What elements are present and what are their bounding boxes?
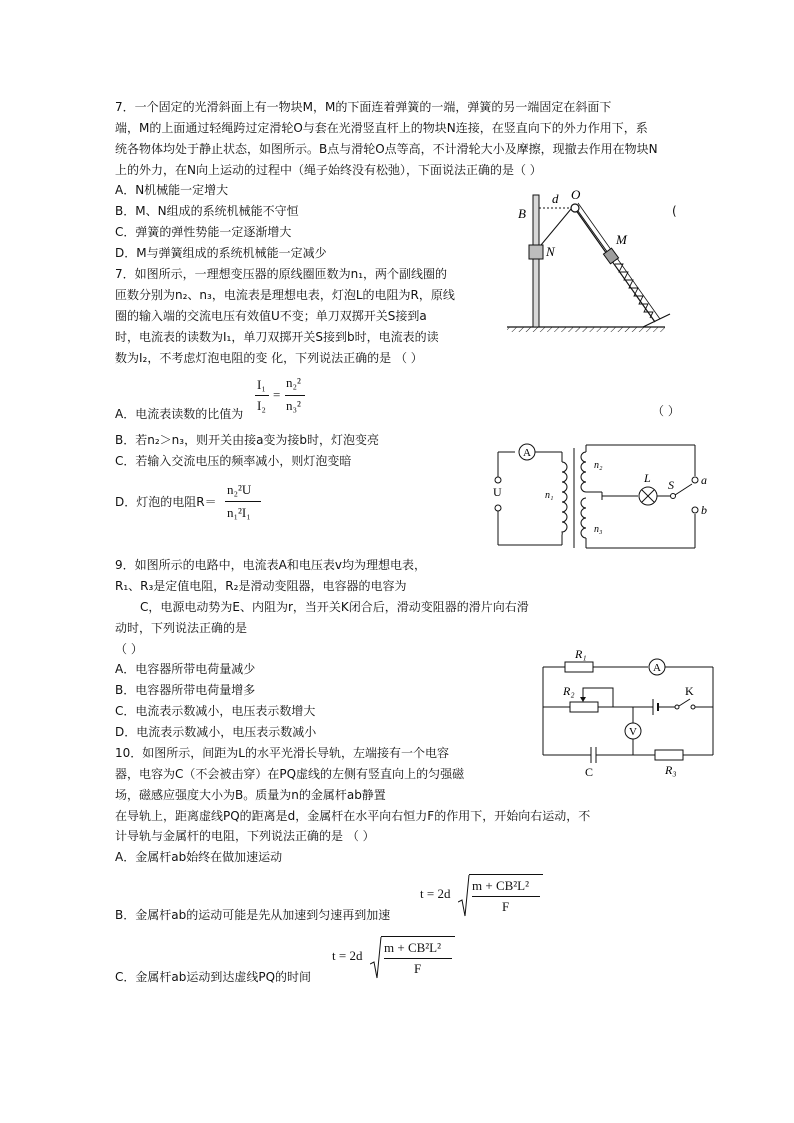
q7a-option-a: A．N机械能一定增大	[115, 183, 229, 197]
label-U: U	[493, 485, 502, 499]
q7a-option-c: C．弹簧的弹性势能一定逐渐增大	[115, 225, 292, 239]
q7b-resistance-formula	[225, 482, 265, 526]
q7b-stem-line-5: 数为I₂，不考虑灯泡电阻的变 化，下列说法正确的是 （ ）	[115, 351, 423, 365]
formula-i1: I₁	[257, 377, 266, 392]
formula-n2sq: n₂²	[286, 375, 301, 390]
label-C: C	[585, 765, 594, 779]
label-d: d	[552, 191, 559, 206]
q9-stem-line-2: R₁、R₃是定值电阻，R₂是滑动变阻器，电容器的电容为	[115, 579, 407, 593]
formula-i2: I₂	[257, 398, 266, 413]
label-R2: R₂	[563, 684, 575, 698]
q9-option-b: B．电容器所带电荷量增多	[115, 683, 256, 697]
q10-stem-line-2: 器，电容为C（不会被击穿）在PQ虚线的左侧有竖直向上的匀强磁	[115, 767, 465, 781]
q10-option-c: C．金属杆ab运动到达虚线PQ的时间	[115, 970, 312, 984]
ammeter-label: A	[523, 447, 531, 459]
q10-stem-line-3: 场，磁感应强度大小为B。质量为n的金属杆ab静置	[115, 788, 386, 802]
q7b-option-c: C．若输入交流电压的频率减小，则灯泡变暗	[115, 454, 352, 468]
label-R1: R₁	[575, 647, 587, 661]
q7a-stem-line-4: 上的外力，在N向上运动的过程中（绳子始终没有松弛），下面说法正确的是（ ）	[115, 163, 542, 177]
q9-stem-line-3: C，电源电动势为E、内阻为r，当开关K闭合后，滑动变阻器的滑片向右滑	[140, 600, 529, 614]
incline-pulley-figure	[505, 190, 680, 335]
formula-t-2d: t = 2d	[420, 886, 451, 901]
q9-stem-line-5: （ ）	[115, 642, 143, 656]
formula-denominator: F	[502, 899, 510, 914]
q7b-option-d: D．灯泡的电阻R＝	[115, 495, 217, 509]
label-K: K	[685, 684, 694, 698]
label-N: N	[546, 244, 555, 259]
ammeter-a-label: A	[653, 662, 661, 674]
formula-n1sq-i1: n₁²I₁	[227, 505, 251, 520]
q7b-option-b: B．若n₂＞n₃，则开关由接a变为接b时，灯泡变亮	[115, 433, 380, 447]
label-a: a	[701, 473, 707, 487]
label-M: M	[616, 232, 627, 247]
q10-stem-line-4: 在导轨上，距离虚线PQ的距离是d，金属杆在水平向右恒力F的作用下，开始向右运动，不	[115, 809, 591, 823]
q7b-stem-line-1: 7．如图所示，一理想变压器的原线圈匝数为n₁，两个副线圈的	[115, 267, 448, 281]
q10-option-b: B．金属杆ab的运动可能是先从加速到匀速再到加速	[115, 908, 391, 922]
label-O: O	[571, 190, 581, 202]
q7b-stem-line-3: 圈的输入端的交流电压有效值U不变；单刀双掷开关S接到a	[115, 309, 427, 323]
q10-stem-line-1: 10．如图所示，间距为L的水平光滑长导轨，左端接有一个电容	[115, 746, 449, 760]
q9-stem-line-1: 9．如图所示的电路中，电流表A和电压表v均为理想电表，	[115, 558, 426, 572]
q7b-side-mark: （ ）	[652, 404, 680, 418]
q9-option-d: D．电流表示数减小，电压表示数减小	[115, 725, 317, 739]
formula-n3sq: n₃²	[286, 398, 301, 413]
q7a-stem-line-3: 统各物体均处于静止状态，如图所示。B点与滑轮O点等高，不计滑轮大小及摩擦，现撤去作用在物块N	[115, 142, 658, 156]
q7a-option-b: B．M、N组成的系统机械能不守恒	[115, 204, 299, 218]
label-R3: R₃	[665, 763, 677, 777]
q10-option-a: A．金属杆ab始终在做加速运动	[115, 850, 283, 864]
q7a-side-mark: (	[672, 204, 677, 218]
transformer-circuit-figure	[490, 440, 715, 555]
q7b-option-a: A．电流表读数的比值为	[115, 407, 244, 421]
label-B: B	[518, 206, 526, 221]
label-S: S	[668, 478, 674, 492]
q9-stem-line-4: 动时，下列说法正确的是	[115, 621, 248, 635]
label-b: b	[701, 503, 707, 517]
formula-numerator-c: m + CB²L²	[384, 940, 442, 955]
q7a-stem-line-2: 端，M的上面通过轻绳跨过定滑轮O与套在光滑竖直杆上的物块N连接，在竖直向下的外力作用下，系	[115, 121, 648, 135]
voltmeter-label: V	[629, 726, 637, 738]
q10-stem-line-5: 计导轨与金属杆的电阻，下列说法正确的是 （ ）	[115, 829, 375, 843]
rc-circuit-figure	[535, 645, 720, 780]
formula-t-2d-c: t = 2d	[332, 948, 363, 963]
label-n3: n₃	[594, 524, 603, 535]
q9-option-a: A．电容器所带电荷量减少	[115, 662, 256, 676]
formula-n2sq-u: n₂²U	[227, 482, 252, 497]
q10-time-formula-c	[332, 934, 457, 984]
q7b-stem-line-4: 时，电流表的读数为I₁，单刀双掷开关S接到b时，电流表的读	[115, 330, 439, 344]
q7b-stem-line-2: 匝数分别为n₂、n₃，电流表是理想电表，灯泡L的电阻为R，原线	[115, 288, 455, 302]
label-n1: n₁	[545, 490, 554, 501]
q7a-stem-line-1: 7．一个固定的光滑斜面上有一物块M，M的下面连着弹簧的一端，弹簧的另一端固定在斜面下	[115, 100, 612, 114]
label-L: L	[644, 471, 651, 485]
q9-option-c: C．电流表示数减小，电压表示数增大	[115, 704, 316, 718]
formula-denominator-c: F	[414, 961, 422, 976]
q10-time-formula-b	[420, 872, 545, 922]
formula-numerator: m + CB²L²	[472, 878, 530, 893]
label-n2: n₂	[594, 460, 603, 471]
q7a-option-d: D．M与弹簧组成的系统机械能一定减少	[115, 246, 327, 260]
q7b-ratio-formula: I₁ I₂ = n₂² n₃²	[255, 375, 305, 421]
